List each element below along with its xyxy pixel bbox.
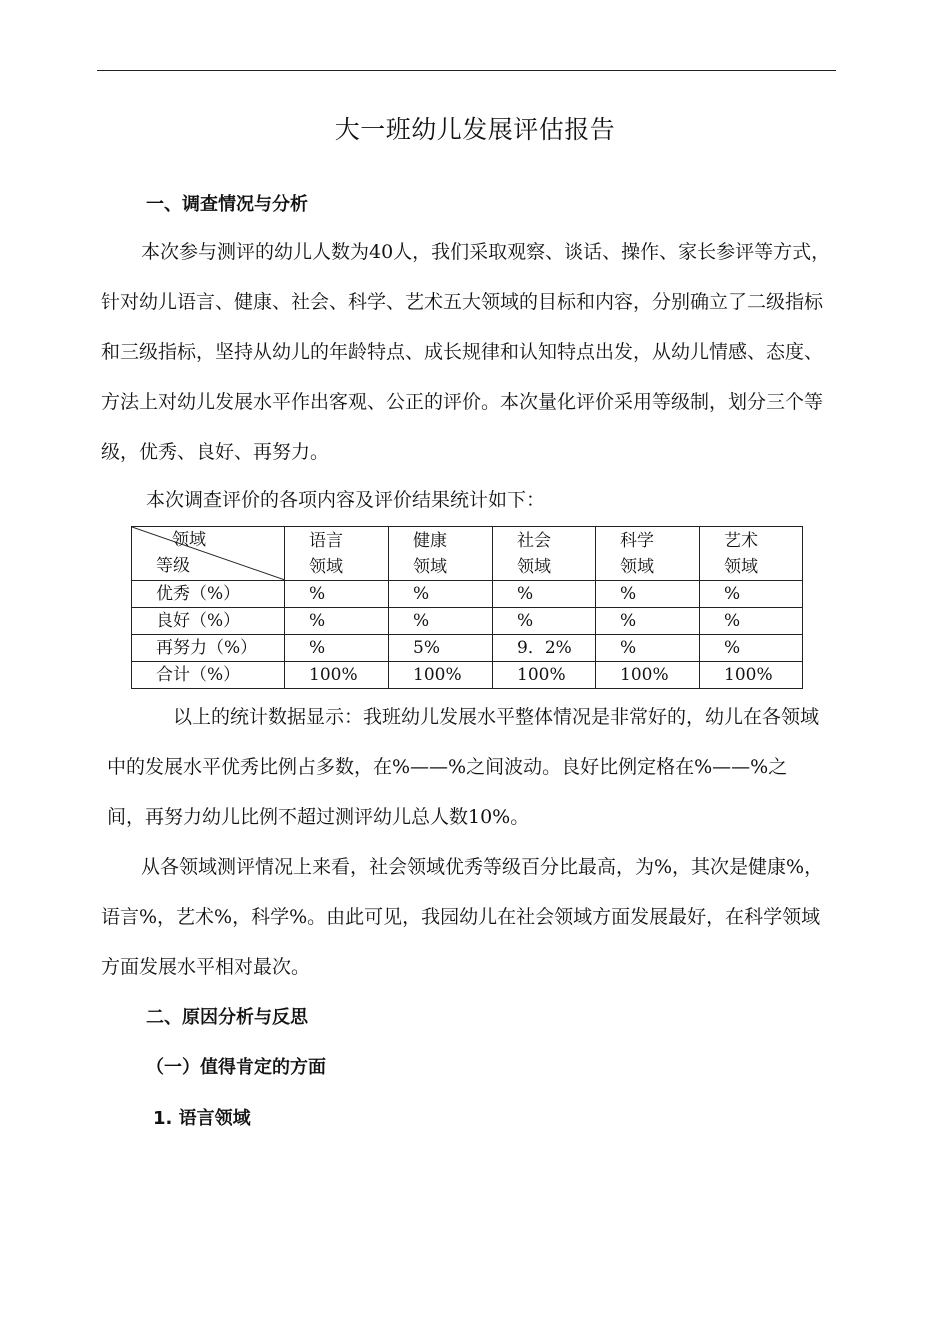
- column-header-society: [493, 527, 596, 581]
- column-header-line: 领域: [620, 556, 654, 577]
- row-label: 优秀（%）: [132, 581, 285, 608]
- table-cell: 100%: [389, 662, 493, 689]
- table-row-needs-effort: [132, 635, 803, 662]
- table-header-row: [132, 527, 803, 581]
- document-title: 大一班幼儿发展评估报告: [334, 115, 616, 144]
- table-corner-cell: [132, 527, 285, 581]
- table-cell: %: [700, 635, 803, 662]
- table-cell: %: [389, 608, 493, 635]
- column-header-science: [596, 527, 700, 581]
- table-cell: %: [285, 581, 389, 608]
- section-heading-survey: 一、调查情况与分析: [146, 194, 308, 215]
- table-cell: %: [596, 581, 700, 608]
- table-cell: %: [596, 608, 700, 635]
- row-label: 合计（%）: [132, 662, 285, 689]
- column-header-art: [700, 527, 803, 581]
- corner-label-domain: 领域: [172, 530, 206, 550]
- column-header-health: [389, 527, 493, 581]
- table-cell: %: [596, 635, 700, 662]
- column-header-line: 科学: [620, 530, 654, 551]
- table-row-total: [132, 662, 803, 689]
- table-cell: 100%: [493, 662, 596, 689]
- table-cell: 9．2%: [493, 635, 596, 662]
- column-header-line: 艺术: [724, 530, 758, 551]
- column-header-line: 语言: [309, 530, 343, 551]
- column-header-line: 健康: [413, 530, 447, 551]
- evaluation-results-table: [131, 526, 803, 689]
- table-cell: %: [389, 581, 493, 608]
- row-label: 良好（%）: [132, 608, 285, 635]
- table-row-good: [132, 608, 803, 635]
- column-header-language: [285, 527, 389, 581]
- column-header-line: 社会: [517, 530, 551, 551]
- column-header-line: 领域: [309, 556, 343, 577]
- table-cell: 5%: [389, 635, 493, 662]
- table-row-excellent: [132, 581, 803, 608]
- section-heading-analysis: 二、原因分析与反思: [146, 1007, 308, 1028]
- diagonal-divider: [132, 527, 285, 580]
- column-header-line: 领域: [413, 556, 447, 577]
- table-cell: %: [285, 608, 389, 635]
- column-header-line: 领域: [517, 556, 551, 577]
- table-cell: %: [285, 635, 389, 662]
- paragraph-table-intro: 本次调查评价的各项内容及评价结果统计如下：: [146, 489, 546, 511]
- table-cell: %: [700, 608, 803, 635]
- table-cell: %: [700, 581, 803, 608]
- table-cell: 100%: [596, 662, 700, 689]
- paragraph-intro: 本次参与测评的幼儿人数为40人，我们采取观察、谈话、操作、家长参评等方式，针对幼儿语言、健康、社会、科学、艺术五大领域的目标和内容，分别确立了二级指标和三级指标，坚持从幼儿的年龄特点、成长规律和认知特点出发，从幼儿情感、态度、方法上对幼儿发展水平作出客观、公正的评价。本次量化评价采用等级制，划分三个等级，优秀、良好、再努力。: [101, 241, 831, 463]
- row-label: 再努力（%）: [132, 635, 285, 662]
- table-cell: %: [493, 581, 596, 608]
- paragraph-statistics-summary: 以上的统计数据显示：我班幼儿发展水平整体情况是非常好的，幼儿在各领域中的发展水平优秀比例占多数，在%——%之间波动。良好比例定格在%——%之间，再努力幼儿比例不超过测评幼儿总人数10%。: [107, 706, 820, 828]
- subsection-heading-positive: （一）值得肯定的方面: [146, 1057, 326, 1078]
- table-cell: 100%: [700, 662, 803, 689]
- column-header-line: 领域: [724, 556, 758, 577]
- header-rule: [97, 70, 836, 71]
- table-cell: %: [493, 608, 596, 635]
- table-cell: 100%: [285, 662, 389, 689]
- corner-label-grade: 等级: [156, 556, 190, 576]
- item-heading-language: 1. 语言领域: [153, 1108, 251, 1129]
- paragraph-domain-comparison: 从各领域测评情况上来看，社会领域优秀等级百分比最高，为%，其次是健康%，语言%，艺术%，科学%。由此可见，我园幼儿在社会领域方面发展最好，在科学领域方面发展水平相对最次。: [101, 856, 824, 978]
